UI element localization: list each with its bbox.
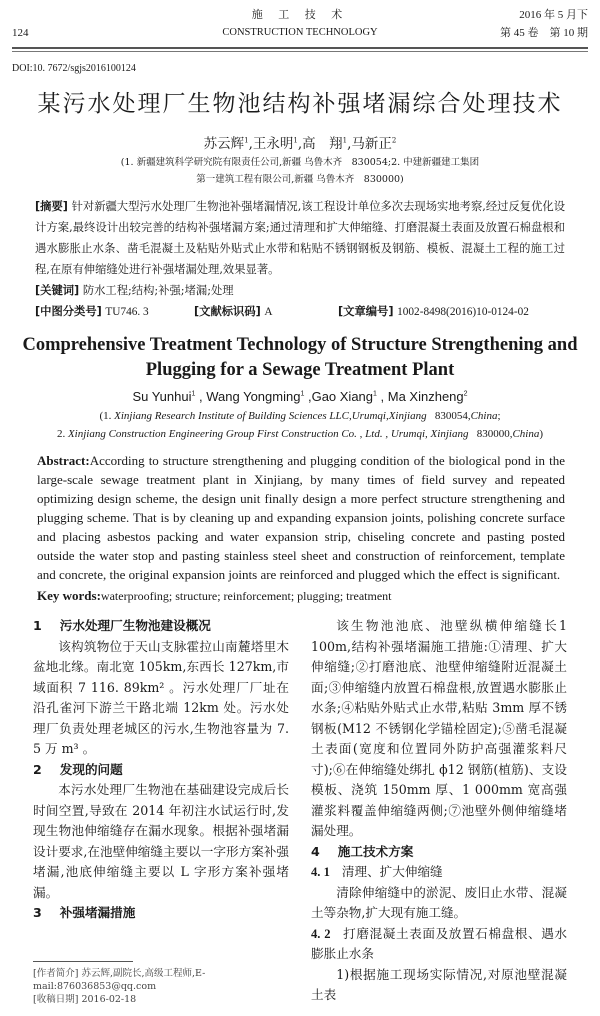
page-number: 124	[12, 27, 29, 39]
doc-code-label: [文献标识码]	[194, 305, 261, 318]
received-date: 2016-02-18	[81, 993, 137, 1005]
author-name: 王永明	[252, 136, 294, 152]
section-number: 1	[33, 618, 42, 633]
footnote-area	[33, 947, 289, 1006]
body-right-column	[311, 616, 567, 1006]
keywords-cn-label: [关键词]	[35, 284, 80, 297]
body-left-column	[33, 616, 289, 1006]
author-name: Wang Yongming	[206, 389, 301, 404]
author-bio	[33, 967, 289, 993]
author-sup: 1	[191, 390, 196, 398]
doi: DOI:10. 7672/sgjs2016100124	[12, 63, 136, 74]
section-1-heading	[33, 616, 289, 637]
header-rule-thin	[12, 51, 588, 52]
section-4-1-heading	[311, 862, 567, 883]
abstract-en-label: Abstract:	[37, 453, 90, 468]
aff-end: ;	[497, 410, 501, 422]
author-sup: 1	[300, 390, 305, 398]
author-sup: 1	[373, 390, 377, 398]
doc-code-value: A	[264, 306, 273, 318]
article-no-label: [文章编号]	[338, 305, 394, 318]
keywords-en-text: waterproofing; structure; reinforcement; plugging; treatment	[100, 589, 392, 603]
running-header	[12, 6, 588, 42]
aff-org: Xinjiang Research Institute of Building Sciences LLC,Urumqi,Xinjiang	[114, 410, 427, 422]
author-name: 高 翔	[302, 136, 343, 152]
aff-zip: 830054,	[434, 410, 471, 422]
section-1-paragraph: 该构筑物位于天山支脉霍拉山南麓塔里木盆地北缘。南北宽 105km,东西长 127km,市域面积 7 116. 89km² 。污水处理厂厂址在沿孔雀河下游兰干路北端 12km 处。污水处理厂负责处理老城区的污水,生物池容量为 7. 5 万 m³ 。	[33, 638, 289, 756]
abstract-cn-label: [摘要]	[35, 200, 68, 213]
affiliation-en-2	[12, 425, 588, 443]
header-rule	[12, 47, 588, 49]
section-title: 污水处理厂生物池建设概况	[59, 618, 211, 633]
author-sup: 1	[244, 136, 249, 145]
classification-label: [中图分类号]	[35, 305, 102, 318]
section-3-paragraph: 该生物池池底、池壁纵横伸缩缝长1 100m,结构补强堵漏施工措施:①清理、扩大伸缩缝;②打磨池底、池壁伸缩缝附近混凝土面;③伸缩缝内放置石棉盘根,放置遇水膨胀止水条;④粘贴外贴式止水带,粘贴 3mm 厚不锈钢板(M12 不锈钢化学锚栓固定);⑤凿毛混凝土表面(宽度和位置同外防护高强灌浆料尺寸);⑥在伸缩缝处绑扎 ϕ12 钢筋(植筋)、支设模板、浇筑 150mm 厚、1 000mm 宽高强灌浆料覆盖伸缩缝两侧;⑦池壁外侧伸缩缝堵漏处理。	[311, 618, 567, 838]
aff-num: (1.	[99, 410, 112, 422]
affiliation-cn-2: 第一建筑工程有限公司,新疆 乌鲁木齐 830000)	[196, 174, 404, 185]
section-2-heading	[33, 760, 289, 781]
section-4-2-heading	[311, 924, 567, 965]
author-bio-label: [作者简介]	[33, 967, 79, 979]
author-sup: 2	[391, 136, 397, 145]
abstract-cn	[35, 196, 565, 280]
keywords-en	[37, 586, 565, 606]
author-sup: 2	[463, 390, 468, 398]
received-date-row	[33, 993, 289, 1006]
journal-name-en: CONSTRUCTION TECHNOLOGY	[222, 27, 378, 38]
author-sup: 1	[293, 136, 298, 145]
section-title: 补强堵漏措施	[59, 905, 136, 920]
abstract-en-text: According to structure strengthening and plugging condition of the biological pond in the large-scale sewage treatment plant in Xinjiang, by many times of field survey and repeated optimizing design scheme, the design unit finally design a more perfect structure strengthening and plugging scheme. That is by cleaning up and expanding expansion joints, polishing concrete surface and placing asbestos packing and water expansion strip, chiseling concrete and pasting posted outside the water stop and pasting stainless steel sheet and construction of reinforcement, template and concrete, the original expansion joints are reinforced and plugged which the effect is significant.	[37, 453, 565, 582]
section-title: 施工技术方案	[337, 843, 414, 859]
abstract-cn-text: 针对新疆大型污水处理厂生物池补强堵漏情况,该工程设计单位多次去现场实地考察,经过反复优化设计方案,最终设计出较完善的结构补强堵漏方案;通过清理和扩大伸缩缝、打磨混凝土表面及放置石棉盘根和遇水膨胀止水条、凿毛混凝土及粘贴外贴式止水带和粘贴不锈钢钢板及钢筋、模板、混凝土工程的施工过程,在原有伸缩缝处进行补强堵漏处理,效果显著。	[35, 200, 566, 276]
section-title: 发现的问题	[59, 761, 123, 777]
section-2-paragraph: 本污水处理厂生物池在基础建设完成后长时间空置,导致在 2014 年初注水试运行时,发现生物池伸缩缝存在漏水现象。根据补强堵漏设计要求,在池壁伸缩缝主要以一字形方案补强堵漏,池底伸缩缝主要以 L 字形方案补强堵漏。	[33, 782, 289, 900]
classification-value: TU746. 3	[105, 306, 149, 318]
section-4-1-paragraph: 清除伸缩缝中的淤泥、废旧止水带、混凝土等杂物,扩大现有施工缝。	[311, 884, 567, 920]
footnote	[33, 967, 289, 1006]
section-3-heading	[33, 903, 289, 924]
author-name: 马新正	[351, 136, 392, 152]
section-number: 4. 1	[311, 865, 330, 879]
footnote-rule	[33, 961, 133, 962]
aff-org: Xinjiang Construction Engineering Group First Construction Co. , Ltd. , Urumqi, Xinjiang	[67, 428, 469, 440]
title-en-line-1: Comprehensive Treatment Technology of Structure Strengthening and	[22, 335, 578, 355]
aff-country: China	[470, 410, 498, 422]
article-no-value: 1002-8498(2016)10-0124-02	[397, 306, 529, 318]
keywords-en-label: Key words:	[37, 588, 101, 603]
author-sup: 1	[342, 136, 348, 145]
section-number: 2	[33, 761, 42, 777]
classification-row	[35, 301, 565, 323]
aff-country: China	[512, 428, 540, 440]
article-title-en	[12, 333, 588, 383]
author-name: Gao Xiang	[311, 389, 374, 404]
article-title-cn: 某污水处理厂生物池结构补强堵漏综合处理技术	[37, 91, 563, 117]
section-4-2-paragraph: 1)根据施工现场实际情况,对原池壁混凝土表	[311, 966, 567, 1002]
aff-zip: 830000,	[476, 428, 513, 440]
author-name: 苏云辉	[203, 136, 245, 152]
authors-en: Su Yunhui$^1$ , Wang Yongming$^1$ ,Gao Xiang$^1$ , Ma Xinzheng$^2$	[132, 389, 468, 404]
journal-name-cn: 施 工 技 术	[251, 8, 349, 21]
aff-end: )	[539, 428, 544, 440]
author-bio-text: 苏云辉,副院长,高级工程师,E-mail:876036853@qq.com	[33, 967, 206, 992]
authors-cn: 苏云辉$^1$,王永明$^1$,高 翔$^1$,马新正$^2$	[203, 136, 397, 152]
aff-num: 2.	[56, 428, 66, 440]
body-columns	[33, 616, 567, 1006]
received-label: [收稿日期]	[33, 993, 79, 1005]
title-en-line-2: Plugging for a Sewage Treatment Plant	[145, 360, 455, 380]
issue-info	[468, 6, 588, 42]
keywords-cn	[35, 280, 565, 301]
section-number: 4. 2	[311, 926, 331, 941]
keywords-cn-text: 防水工程;结构;补强;堵漏;处理	[82, 284, 234, 297]
affiliation-cn-1: (1. 新疆建筑科学研究院有限责任公司,新疆 乌鲁木齐 830054;2. 中建新疆建工集团	[120, 157, 480, 168]
affiliation-en-1	[12, 407, 588, 425]
section-title: 打磨混凝土表面及放置石棉盘根、遇水膨胀止水条	[311, 925, 568, 961]
abstract-en	[37, 451, 565, 584]
issue-date: 2016 年 5 月下	[519, 9, 588, 21]
section-4-heading	[311, 842, 567, 863]
section-number: 4	[311, 843, 320, 859]
section-number: 3	[33, 905, 42, 920]
author-name: Su Yunhui	[132, 389, 192, 404]
author-name: Ma Xinzheng	[387, 389, 464, 404]
journal-name	[132, 6, 468, 42]
volume-issue: 第 45 卷 第 10 期	[500, 27, 588, 39]
section-title: 清理、扩大伸缩缝	[341, 864, 443, 879]
